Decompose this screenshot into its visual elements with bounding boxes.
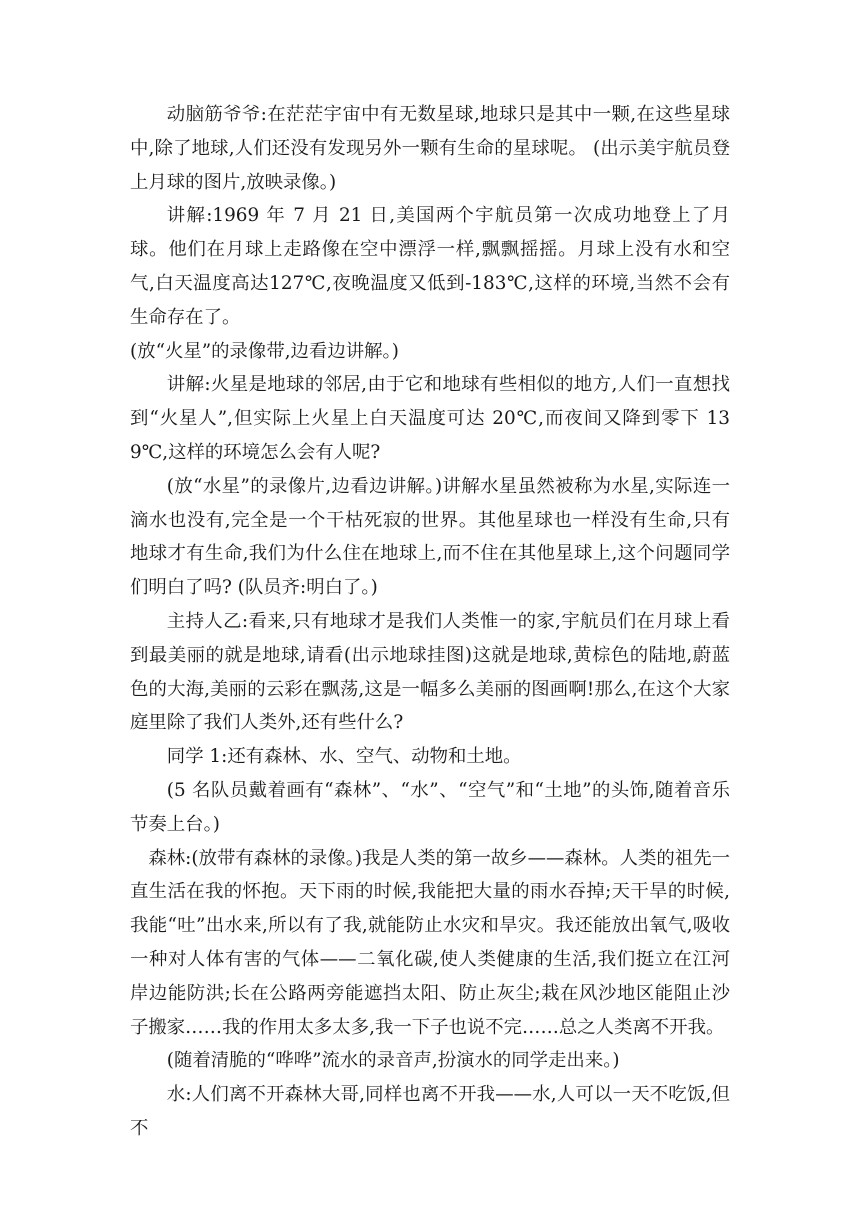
paragraph-host-b: 主持人乙:看来,只有地球才是我们人类惟一的家,宇航员们在月球上看到最美丽的就是地球,请看(出示地球挂图)这就是地球,黄棕色的陆地,蔚蓝色的大海,美丽的云彩在飘荡,这是一幅多么美丽的图画啊!那么,在这个大家庭里除了我们人类外,还有些什么? <box>130 610 730 734</box>
paragraph-forest: 森林:(放带有森林的录像。)我是人类的第一故乡——森林。人类的祖先一直生活在我的怀抱。天下雨的时候,我能把大量的雨水吞掉;天干旱的时候,我能“吐”出水来,所以有了我,就能防止水灾和旱灾。我还能放出氧气,吸收一种对人体有害的气体——二氧化碳,使人类健康的生活,我们挺立在江河岸边能防洪;长在公路两旁能遮挡太阳、防止灰尘;栽在风沙地区能阻止沙子搬家……我的作用太多太多,我一下子也说不完……总之人类离不开我。 <box>130 847 730 1038</box>
paragraph-student-1: 同学 1:还有森林、水、空气、动物和土地。 <box>166 746 522 768</box>
paragraph-moon-explanation: 讲解:1969 年 7 月 21 日,美国两个宇航员第一次成功地登上了月球。他们在月球上走路像在空中漂浮一样,飘飘摇摇。月球上没有水和空气,白天温度高达127℃,夜晚温度又低到-183℃,这样的环境,当然不会有生命存在了。 <box>130 205 730 328</box>
paragraph-water-stage-direction: (随着清脆的“哗哗”流水的录音声,扮演水的同学走出来。) <box>166 1050 620 1072</box>
document-body <box>130 98 730 1146</box>
paragraph-mars-video-note: (放“火星”的录像带,边看边讲解。) <box>130 340 399 362</box>
paragraph-dongnaojin-yeye: 动脑筋爷爷:在茫茫宇宙中有无数星球,地球只是其中一颗,在这些星球中,除了地球,人们还没有发现另外一颗有生命的星球呢。 (出示美宇航员登上月球的图片,放映录像。) <box>130 104 730 193</box>
paragraph-mercury-explanation: (放“水星”的录像片,边看边讲解。)讲解水星虽然被称为水星,实际连一滴水也没有,完全是一个干枯死寂的世界。其他星球也一样没有生命,只有地球才有生命,我们为什么住在地球上,而不住在其他星球上,这个问题同学们明白了吗? (队员齐:明白了。) <box>130 475 730 599</box>
paragraph-stage-direction-headwear: (5 名队员戴着画有“森林”、“水”、“空气”和“土地”的头饰,随着音乐节奏上台。) <box>130 779 730 835</box>
paragraph-mars-explanation: 讲解:火星是地球的邻居,由于它和地球有些相似的地方,人们一直想找到“火星人”,但实际上火星上白天温度可达 20℃,而夜间又降到零下 139℃,这样的环境怎么会有人呢? <box>130 374 730 463</box>
paragraph-water: 水:人们离不开森林大哥,同样也离不开我——水,人可以一天不吃饭,但不 <box>130 1084 731 1139</box>
